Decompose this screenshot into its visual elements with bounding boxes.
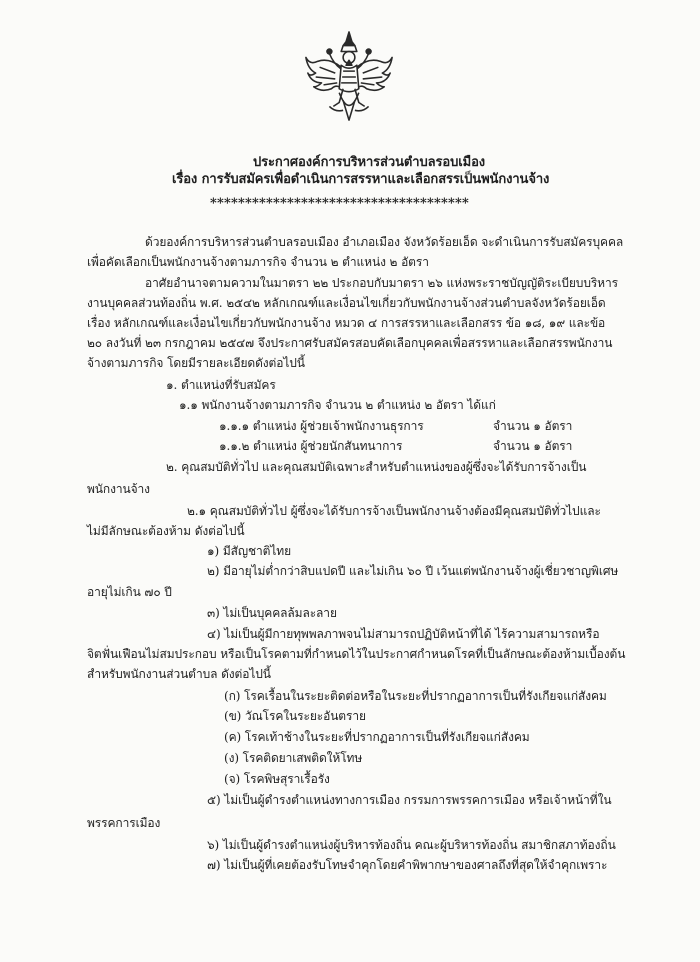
section-1-1: ๑.๑ พนักงานจ้างตามภารกิจ จำนวน ๒ ตำแหน่ง ๒ อัตรา ได้แก่ [179,398,496,412]
section-2-heading: ๒. คุณสมบัติทั่วไป และคุณสมบัติเฉพาะสำหรับตำแหน่งของผู้ซึ่งจะได้รับการจ้างเป็น [166,460,587,474]
intro-line-4: งานบุคคลส่วนท้องถิ่น พ.ศ. ๒๕๔๒ หลักเกณฑ์และเงื่อนไขเกี่ยวกับพนักงานจ้างส่วนตำบลจังหวัดร้อยเอ็ด [87,296,606,310]
qualification-6: ๖) ไม่เป็นผู้ดำรงตำแหน่งผู้บริหารท้องถิ่น คณะผู้บริหารท้องถิ่น สมาชิกสภาท้องถิ่น [207,838,616,852]
garuda-emblem-icon [300,28,398,126]
position-2-count: จำนวน ๑ อัตรา [493,439,573,453]
intro-line-6: ๒๐ ลงวันที่ ๒๓ กรกฎาคม ๒๕๔๗ จึงประกาศรับสมัครสอบคัดเลือกบุคคลเพื่อสรรหาและเลือกสรรพนักงาน [87,336,613,350]
position-1-count: จำนวน ๑ อัตรา [493,419,573,433]
announcement-title: ประกาศองค์การบริหารส่วนตำบลรอบเมือง [253,155,486,170]
disease-b: (ข) วัณโรคในระยะอันตราย [224,709,366,723]
qualification-5: ๕) ไม่เป็นผู้ดำรงตำแหน่งทางการเมือง กรรมการพรรคการเมือง หรือเจ้าหน้าที่ใน [207,793,612,807]
section-2-1: ๒.๑ คุณสมบัติทั่วไป ผู้ซึ่งจะได้รับการจ้างเป็นพนักงานจ้างต้องมีคุณสมบัติทั่วไปและ [187,504,601,518]
header-divider: ************************************* [210,196,469,211]
section-1-heading: ๑. ตำแหน่งที่รับสมัคร [166,378,276,392]
intro-line-5: เรื่อง หลักเกณฑ์และเงื่อนไขเกี่ยวกับพนักงานจ้าง หมวด ๔ การสรรหาและเลือกสรร ข้อ ๑๘, ๑๙ และข้อ [87,316,606,330]
intro-line-1: ด้วยองค์การบริหารส่วนตำบลรอบเมือง อำเภอเมือง จังหวัดร้อยเอ็ด จะดำเนินการรับสมัครบุคคล [145,235,624,249]
qualification-4-cont: จิตฟั่นเฟือนไม่สมประกอบ หรือเป็นโรคตามที่กำหนดไว้ในประกาศกำหนดโรคที่เป็นลักษณะต้องห้ามเบื้องต้น [87,647,626,661]
intro-line-3: อาศัยอำนาจตามความในมาตรา ๒๒ ประกอบกับมาตรา ๒๖ แห่งพระราชบัญญัติระเบียบบริหาร [145,276,618,290]
disease-c: (ค) โรคเท้าช้างในระยะที่ปรากฏอาการเป็นที่รังเกียจแก่สังคม [224,730,530,744]
position-1-name: ๑.๑.๑ ตำแหน่ง ผู้ช่วยเจ้าพนักงานธุรการ [219,419,424,433]
intro-line-7: จ้างตามภารกิจ โดยมีรายละเอียดดังต่อไปนี้ [87,356,305,370]
section-2-1-cont: ไม่มีลักษณะต้องห้าม ดังต่อไปนี้ [87,524,245,538]
qualification-4-cont-2: สำหรับพนักงานส่วนตำบล ดังต่อไปนี้ [87,667,271,681]
qualification-3: ๓) ไม่เป็นบุคคลล้มละลาย [207,606,337,620]
intro-line-2: เพื่อคัดเลือกเป็นพนักงานจ้างตามภารกิจ จำนวน ๒ ตำแหน่ง ๒ อัตรา [87,255,429,269]
disease-d: (ง) โรคติดยาเสพติดให้โทษ [224,751,363,765]
position-2-name: ๑.๑.๒ ตำแหน่ง ผู้ช่วยนักสันทนาการ [219,439,403,453]
section-2-heading-cont: พนักงานจ้าง [87,482,150,496]
announcement-subject: เรื่อง การรับสมัครเพื่อดำเนินการสรรหาและเลือกสรรเป็นพนักงานจ้าง [172,172,550,187]
disease-a: (ก) โรคเรื้อนในระยะติดต่อหรือในระยะที่ปรากฏอาการเป็นที่รังเกียจแก่สังคม [224,689,607,703]
qualification-7: ๗) ไม่เป็นผู้ที่เคยต้องรับโทษจำคุกโดยคำพิพากษาของศาลถึงที่สุดให้จำคุกเพราะ [207,858,608,872]
qualification-5-cont: พรรคการเมือง [87,816,161,830]
disease-e: (จ) โรคพิษสุราเรื้อรัง [224,772,330,786]
qualification-2-cont: อายุไม่เกิน ๗๐ ปี [87,585,172,599]
qualification-2: ๒) มีอายุไม่ต่ำกว่าสิบแปดปี และไม่เกิน ๖๐ ปี เว้นแต่พนักงานจ้างผู้เชี่ยวชาญพิเศษ [207,564,619,578]
qualification-1: ๑) มีสัญชาติไทย [207,544,292,558]
qualification-4: ๔) ไม่เป็นผู้มีกายทุพพลภาพจนไม่สามารถปฏิบัติหน้าที่ได้ ไร้ความสามารถหรือ [207,627,600,641]
